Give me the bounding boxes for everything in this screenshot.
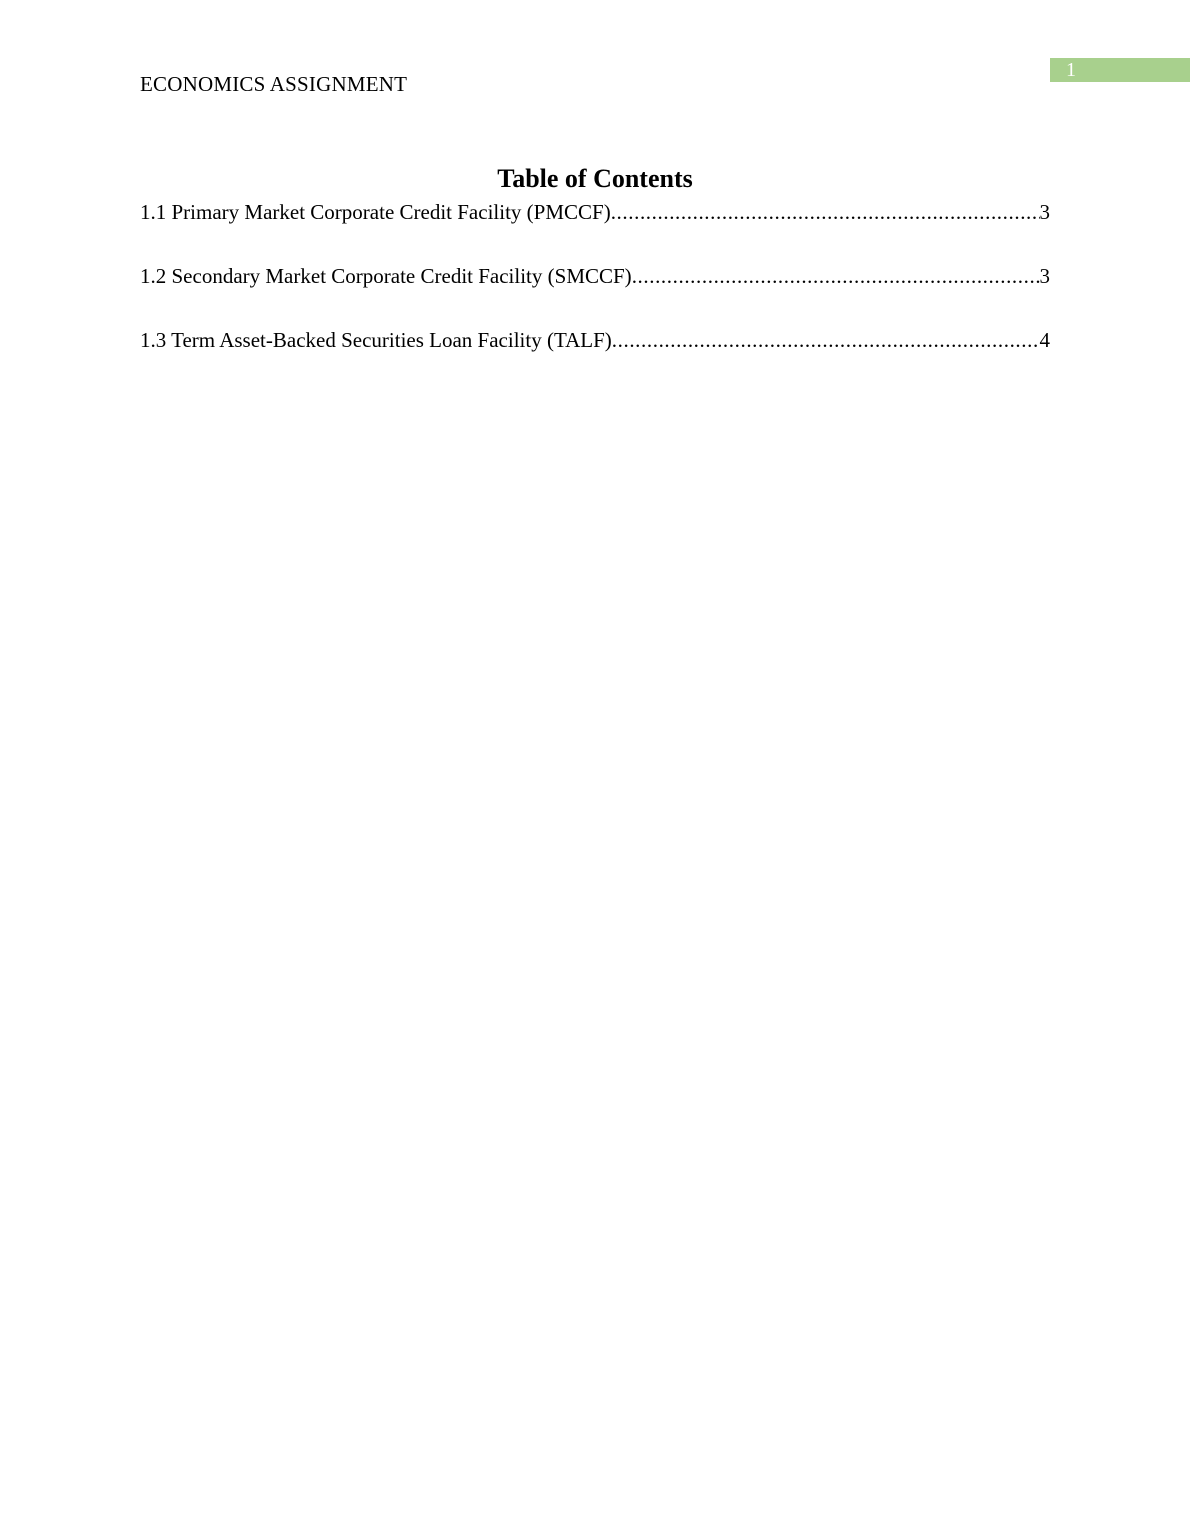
toc-entry-page: 3 (1039, 200, 1050, 224)
running-header: ECONOMICS ASSIGNMENT (140, 72, 408, 96)
page-number: 1 (1066, 59, 1076, 81)
toc-entry[interactable] (140, 198, 1050, 226)
toc-entry[interactable] (140, 326, 1050, 354)
table-of-contents (140, 198, 1050, 390)
toc-entry-page: 4 (1039, 328, 1050, 352)
page-number-badge (1050, 58, 1190, 82)
toc-dot-leader (612, 326, 1040, 354)
toc-entry-label: 1.2 Secondary Market Corporate Credit Facility (SMCCF) (140, 264, 632, 288)
toc-dot-leader (611, 198, 1040, 226)
toc-dot-leader (632, 262, 1040, 290)
toc-entry-page: 3 (1039, 264, 1050, 288)
toc-entry-label: 1.3 Term Asset-Backed Securities Loan Facility (TALF) (140, 328, 612, 352)
toc-entry[interactable] (140, 262, 1050, 290)
toc-title: Table of Contents (497, 164, 693, 193)
toc-entry-label: 1.1 Primary Market Corporate Credit Facility (PMCCF) (140, 200, 611, 224)
